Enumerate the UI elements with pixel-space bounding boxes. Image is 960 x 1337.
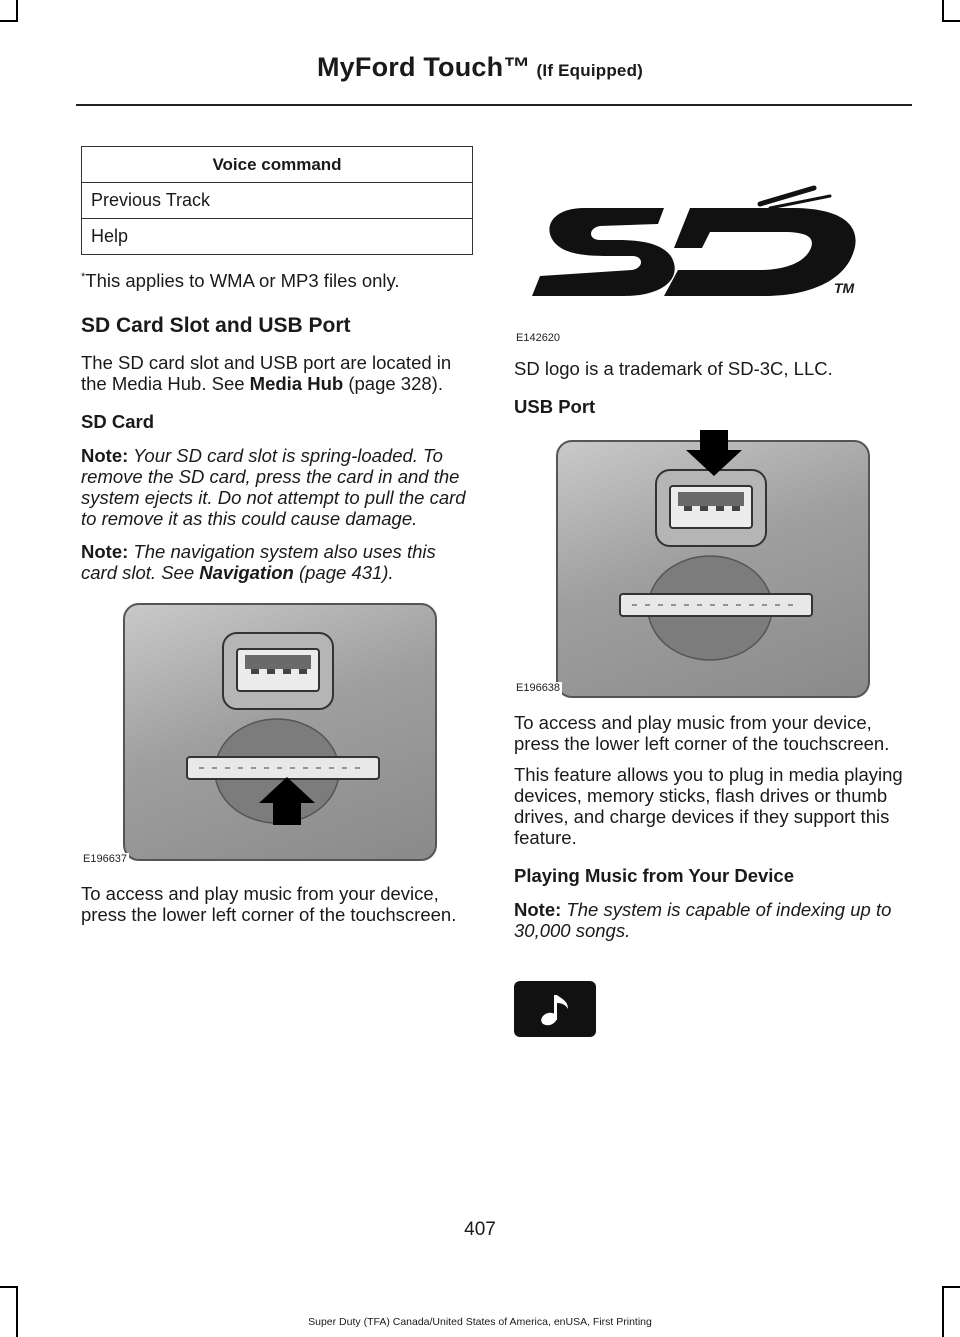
note-label: Note:: [514, 899, 562, 920]
header-subtitle: (If Equipped): [536, 61, 644, 80]
music-note-icon: [514, 981, 596, 1037]
footnote-mark: *: [81, 271, 86, 283]
page-number: 407: [464, 1219, 496, 1240]
footnote: [81, 267, 473, 291]
crop-mark: [942, 1286, 960, 1288]
section-title: SD Card Slot and USB Port: [81, 314, 351, 338]
navigation-link[interactable]: Navigation: [199, 562, 294, 584]
arrow-icon: [684, 430, 744, 478]
figure-label: E142620: [516, 332, 561, 344]
crop-mark: [0, 20, 18, 22]
voice-command-row: Previous Track: [82, 183, 473, 219]
crop-mark: [0, 1286, 18, 1288]
crop-mark: [942, 1286, 944, 1337]
usb-feature-text: This feature allows you to plug in media playing devices, memory sticks, flash drives or thumb drives, and charge devices if they support this feature.: [514, 764, 903, 848]
voice-command-row: Help: [82, 219, 473, 255]
note-label: Note:: [81, 541, 129, 563]
crop-mark: [942, 0, 944, 22]
media-hub-link[interactable]: Media Hub: [249, 373, 344, 395]
page-header: [0, 52, 960, 83]
footnote-text: This applies to WMA or MP3 files only.: [85, 270, 400, 292]
usb-access-text: To access and play music from your device, press the lower left corner of the touchscreen.: [514, 712, 890, 754]
sd-logo-icon: [514, 146, 910, 346]
sd-slot-figure: [81, 603, 473, 865]
header-rule: [76, 104, 912, 106]
music-tile: [514, 981, 596, 1037]
note-text: The system is capable of indexing up to 30,000 songs.: [514, 899, 892, 941]
right-column: [514, 146, 910, 941]
tm-mark: TM: [834, 280, 855, 296]
left-column: [81, 146, 473, 925]
figure-label: E196637: [83, 853, 128, 866]
crop-mark: [16, 1286, 18, 1337]
sd-card-note-2: [81, 541, 473, 583]
note-ref: (page 431).: [293, 562, 394, 584]
note-text: The navigation system also uses this card slot. See: [81, 541, 436, 584]
header-title: MyFord Touch™: [316, 52, 531, 82]
intro-text: The SD card slot and USB port are located in the Media Hub. See: [81, 352, 452, 395]
sd-logo-caption: SD logo is a trademark of SD-3C, LLC.: [514, 358, 833, 379]
playing-music-title: Playing Music from Your Device: [514, 865, 794, 886]
playing-note: [514, 899, 910, 941]
sd-card-note-1: [81, 445, 473, 529]
figure-label: E196638: [516, 682, 561, 694]
crop-mark: [942, 20, 960, 22]
voice-command-table: [81, 146, 473, 255]
note-text: Your SD card slot is spring-loaded. To remove the SD card, press the card in and the system ejects it. Do not attempt to pull the card to remove it as this could cause damage.: [81, 445, 466, 530]
page-footer: Super Duty (TFA) Canada/United States of America, enUSA, First Printing: [308, 1316, 652, 1328]
note-label: Note:: [81, 445, 129, 467]
intro-ref: (page 328).: [343, 373, 443, 395]
usb-port-title: USB Port: [514, 396, 596, 417]
usb-port-figure: [514, 430, 910, 694]
crop-mark: [16, 0, 18, 22]
sd-access-text: To access and play music from your device, press the lower left corner of the touchscreen.: [81, 883, 457, 926]
sd-card-title: SD Card: [81, 411, 154, 433]
arrow-icon: [257, 775, 317, 827]
voice-command-header: Voice command: [82, 147, 473, 183]
sd-logo-figure: [514, 146, 910, 346]
section-intro: [81, 352, 473, 394]
